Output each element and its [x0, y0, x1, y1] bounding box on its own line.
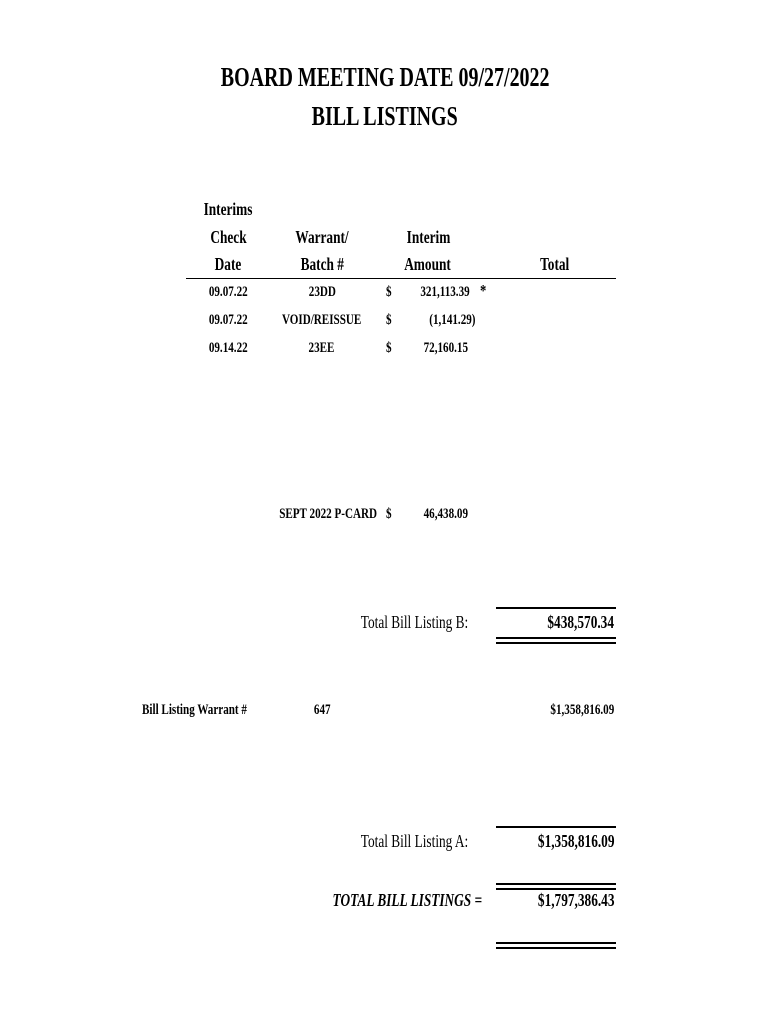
- grand-total-value: $1,797,386.43: [537, 890, 614, 910]
- pcard-amount: 46,438.09: [423, 506, 468, 522]
- page-subtitle: BILL LISTINGS: [311, 101, 459, 131]
- col-date-header-line1: Interims: [203, 199, 253, 219]
- col-date-header-line3: Date: [214, 254, 242, 274]
- col-amount-header-line2: Amount: [404, 254, 452, 274]
- col-batch-header-line1: Warrant/: [295, 227, 349, 247]
- row-currency: $: [386, 312, 392, 328]
- row-note: *: [480, 281, 487, 300]
- total-b-underline: [496, 637, 616, 639]
- total-a-value: $1,358,816.09: [537, 831, 614, 851]
- total-a-topline: [496, 826, 616, 828]
- grand-total-label: TOTAL BILL LISTINGS =: [332, 890, 483, 910]
- grand-total-topline: [496, 883, 616, 885]
- warrant-value: $1,358,816.09: [550, 702, 614, 718]
- warrant-label: Bill Listing Warrant #: [142, 702, 247, 718]
- row-amount: 72,160.15: [423, 340, 468, 356]
- col-amount-header-line1: Interim: [406, 227, 450, 247]
- pcard-batch: SEPT 2022 P-CARD: [279, 506, 378, 522]
- col-batch-header-line2: Batch #: [300, 254, 344, 274]
- page-title: BOARD MEETING DATE 09/27/2022: [220, 62, 550, 92]
- grand-total-underline: [496, 942, 616, 944]
- warrant-number: 647: [313, 702, 331, 718]
- row-currency: $: [386, 340, 392, 356]
- header-underline: [186, 278, 616, 279]
- row-amount: 321,113.39: [420, 284, 470, 300]
- total-b-topline: [496, 607, 616, 609]
- row-currency: $: [386, 284, 392, 300]
- row-batch: VOID/REISSUE: [282, 312, 362, 328]
- pcard-currency: $: [386, 506, 392, 522]
- col-total-header: Total: [540, 254, 570, 274]
- total-b-label: Total Bill Listing B:: [360, 612, 468, 632]
- row-date: 09.07.22: [208, 312, 248, 328]
- grand-total-underline2: [496, 947, 616, 949]
- total-b-value: $438,570.34: [547, 612, 614, 632]
- total-b-underline2: [496, 642, 616, 644]
- row-date: 09.14.22: [208, 340, 248, 356]
- row-amount: (1,141.29): [428, 312, 475, 328]
- row-batch: 23DD: [308, 284, 336, 300]
- total-a-label: Total Bill Listing A:: [360, 831, 468, 851]
- row-batch: 23EE: [309, 340, 335, 356]
- col-date-header-line2: Check: [209, 227, 247, 247]
- row-date: 09.07.22: [208, 284, 248, 300]
